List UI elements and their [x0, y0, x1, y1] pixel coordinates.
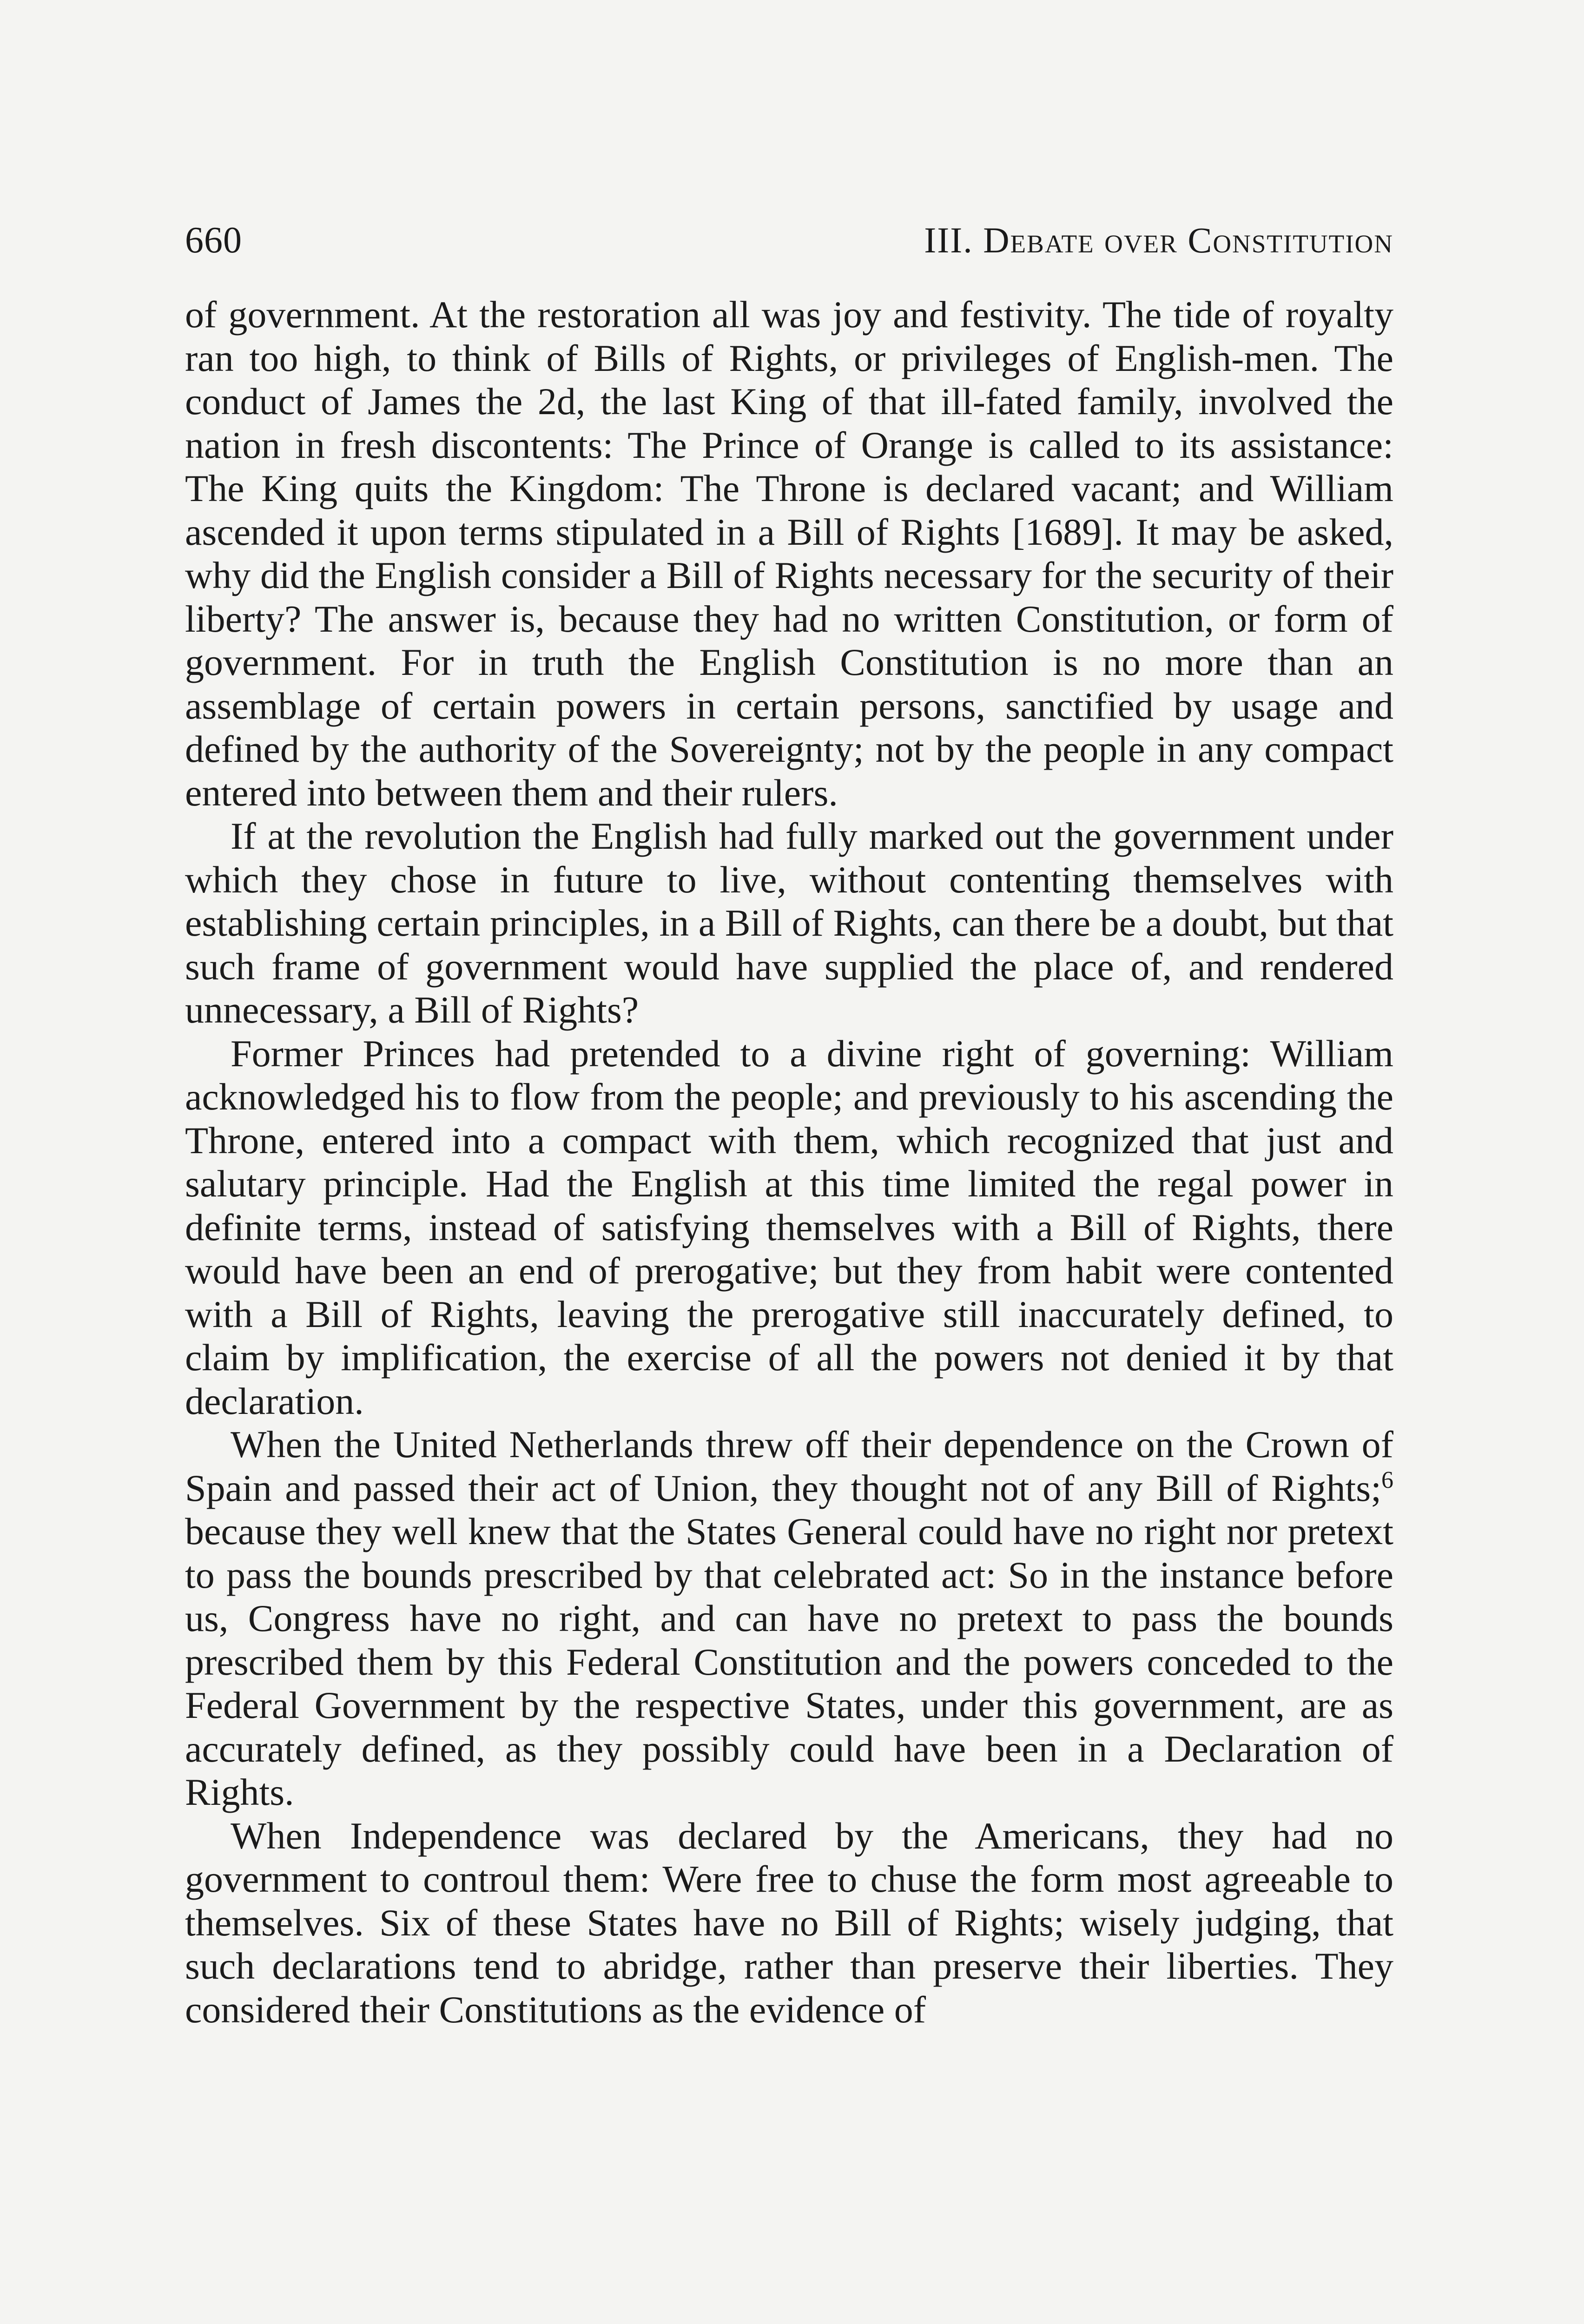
paragraph-1: of government. At the restoration all was joy and festivity. The tide of royalty ran too high, to think of Bills of Rights, or privileges of English-men. The conduct of James the 2d, the last King of that ill-fated family, involved the nation in fresh discontents: The Prince of Orange is called to its assistance: The King quits the Kingdom: The Throne is declared vacant; and William ascended it upon terms stipulated in a Bill of Rights [1689]. It may be asked, why did the English consider a Bill of Rights necessary for the security of their liberty? The answer is, because they had no written Constitution, or form of government. For in truth the English Constitution is no more than an assemblage of certain powers in certain persons, sanctified by usage and defined by the authority of the Sovereignty; not by the people in any compact entered into between them and their rulers.	[185, 293, 1393, 814]
running-head	[185, 215, 1393, 266]
page-number: 660	[185, 220, 242, 261]
body-text	[185, 293, 1393, 2031]
paragraph-4-text-after: because they well knew that the States General could have no right nor pretext to pass the bounds prescribed by that celebrated act: So in the instance before us, Congress have no right, and can have no pretext to pass the bounds prescribed them by this Federal Constitution and the powers conceded to the Federal Government by the respective States, under this government, are as accurately defined, as they possibly could have been in a Declaration of Rights.	[185, 1510, 1393, 1813]
section-title: III. Debate over Constitution	[924, 220, 1393, 260]
paragraph-3: Former Princes had pretended to a divine right of governing: William acknowledged his to flow from the people; and previously to his ascending the Throne, entered into a compact with them, which recognized that just and salutary principle. Had the English at this time limited the regal power in definite terms, instead of satisfying themselves with a Bill of Rights, there would have been an end of prerogative; but they from habit were contented with a Bill of Rights, leaving the prerogative still inaccurately defined, to claim by implification, the exercise of all the powers not denied it by that declaration.	[185, 1032, 1393, 1422]
paragraph-5: When Independence was declared by the Americans, they had no government to controul them: Were free to chuse the form most agreeable to themselves. Six of these States have no Bill of Rights; wisely judging, that such declarations tend to abridge, rather than preserve their liberties. They considered their Constitutions as the evidence of	[185, 1814, 1393, 2031]
paragraph-4-text-before: When the United Netherlands threw off their dependence on the Crown of Spain and passed their act of Union, they thought not of any Bill of Rights;	[185, 1423, 1393, 1509]
paragraph-4	[185, 1423, 1393, 1814]
footnote-marker: 6	[1381, 1466, 1393, 1493]
paragraph-2: If at the revolution the English had fully marked out the government under which they chose in future to live, without contenting themselves with establishing certain principles, in a Bill of Rights, can there be a doubt, but that such frame of government would have supplied the place of, and rendered unnecessary, a Bill of Rights?	[185, 815, 1393, 1031]
